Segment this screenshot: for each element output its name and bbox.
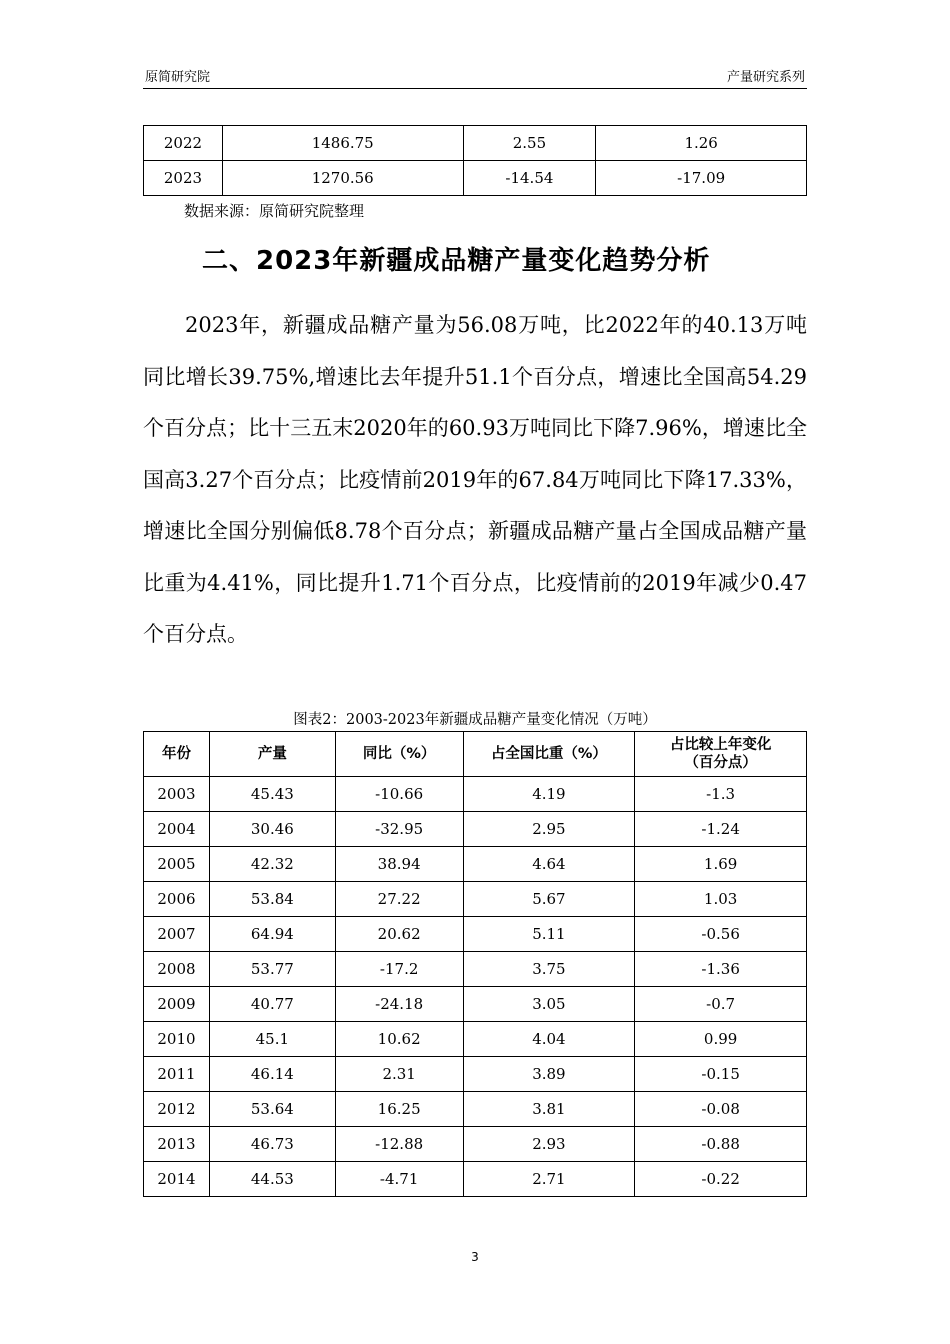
table-cell: -0.15 [635, 1057, 807, 1092]
table-cell: 46.73 [209, 1127, 335, 1162]
table-cell: 5.11 [463, 917, 635, 952]
table-cell: 5.67 [463, 882, 635, 917]
table-cell: 2008 [144, 952, 210, 987]
table-cell: 2013 [144, 1127, 210, 1162]
table-row [144, 161, 807, 196]
table-cell: 53.64 [209, 1092, 335, 1127]
table-cell: -17.09 [596, 161, 807, 196]
table-cell: -0.88 [635, 1127, 807, 1162]
table-row [144, 847, 807, 882]
table-cell: 2.71 [463, 1162, 635, 1197]
header-output: 产量 [209, 732, 335, 777]
table-row [144, 777, 807, 812]
table-cell: 45.43 [209, 777, 335, 812]
table-cell: -0.56 [635, 917, 807, 952]
production-table-body [144, 777, 807, 1197]
continued-data-table [143, 125, 807, 196]
table-row [144, 882, 807, 917]
table-cell: -1.36 [635, 952, 807, 987]
header-series-name: 产量研究系列 [726, 70, 805, 85]
table-cell: 2003 [144, 777, 210, 812]
table-cell: -0.7 [635, 987, 807, 1022]
table-row [144, 987, 807, 1022]
table-cell: 10.62 [335, 1022, 463, 1057]
source-note: 数据来源：原简研究院整理 [184, 202, 365, 220]
table-cell: 2023 [144, 161, 223, 196]
table-row [144, 1162, 807, 1197]
table-row [144, 1127, 807, 1162]
table-cell: 3.75 [463, 952, 635, 987]
header-year: 年份 [144, 732, 210, 777]
table-cell: 2.31 [335, 1057, 463, 1092]
table-cell: -12.88 [335, 1127, 463, 1162]
table-row [144, 1092, 807, 1127]
table-cell: -32.95 [335, 812, 463, 847]
table-cell: 4.64 [463, 847, 635, 882]
table-cell: 2005 [144, 847, 210, 882]
table-row [144, 952, 807, 987]
table-cell: 4.19 [463, 777, 635, 812]
table-row [144, 812, 807, 847]
table-cell: 20.62 [335, 917, 463, 952]
table-cell: -1.3 [635, 777, 807, 812]
table-cell: -1.24 [635, 812, 807, 847]
table-cell: 2014 [144, 1162, 210, 1197]
table-cell: 1.69 [635, 847, 807, 882]
table-cell: 3.89 [463, 1057, 635, 1092]
production-table [143, 731, 807, 1197]
table-cell: -0.22 [635, 1162, 807, 1197]
table-cell: 0.99 [635, 1022, 807, 1057]
table-cell: 53.77 [209, 952, 335, 987]
table-cell: 38.94 [335, 847, 463, 882]
table-cell: 30.46 [209, 812, 335, 847]
page-number: 3 [471, 1250, 479, 1264]
table-cell: 1270.56 [222, 161, 463, 196]
header-share-change [635, 732, 807, 777]
table-cell: 42.32 [209, 847, 335, 882]
table-cell: 2006 [144, 882, 210, 917]
table-cell: 3.05 [463, 987, 635, 1022]
header-share-change-line2: （百分点） [684, 755, 757, 771]
table-cell: -17.2 [335, 952, 463, 987]
table-cell: 4.04 [463, 1022, 635, 1057]
table-cell: 40.77 [209, 987, 335, 1022]
table-cell: -4.71 [335, 1162, 463, 1197]
table-cell: 53.84 [209, 882, 335, 917]
table-caption: 图表2：2003-2023年新疆成品糖产量变化情况（万吨） [293, 712, 657, 728]
header-divider [143, 88, 807, 89]
section-heading: 二、2023年新疆成品糖产量变化趋势分析 [202, 246, 711, 276]
table-cell: 1.03 [635, 882, 807, 917]
header-org-name: 原简研究院 [145, 70, 211, 85]
analysis-paragraph [143, 300, 807, 661]
table-cell: 2.95 [463, 812, 635, 847]
table-cell: 2009 [144, 987, 210, 1022]
table-cell: 16.25 [335, 1092, 463, 1127]
header-yoy: 同比（%） [335, 732, 463, 777]
table-row [144, 126, 807, 161]
table-cell: 2010 [144, 1022, 210, 1057]
table-cell: -10.66 [335, 777, 463, 812]
table-row [144, 1022, 807, 1057]
table-cell: -0.08 [635, 1092, 807, 1127]
table-cell: -14.54 [463, 161, 596, 196]
table-cell: 2007 [144, 917, 210, 952]
table-header-row [144, 732, 807, 777]
table-cell: 2.55 [463, 126, 596, 161]
table-cell: 2012 [144, 1092, 210, 1127]
table-cell: 3.81 [463, 1092, 635, 1127]
table-cell: 27.22 [335, 882, 463, 917]
continued-table-body [144, 126, 807, 196]
table-row [144, 917, 807, 952]
table-cell: 2022 [144, 126, 223, 161]
table-cell: 2.93 [463, 1127, 635, 1162]
table-cell: 1.26 [596, 126, 807, 161]
table-cell: 2004 [144, 812, 210, 847]
table-cell: 44.53 [209, 1162, 335, 1197]
table-cell: 45.1 [209, 1022, 335, 1057]
header-national-share: 占全国比重（%） [463, 732, 635, 777]
paragraph-text: 2023年，新疆成品糖产量为56.08万吨，比2022年的40.13万吨同比增长39.75%,增速比去年提升51.1个百分点，增速比全国高54.29个百分点；比十三五末2020年的60.93万吨同比下降7.96%，增速比全国高3.27个百分点；比疫情前2019年的67.84万吨同比下降17.33%，增速比全国分别偏低8.78个百分点；新疆成品糖产量占全国成品糖产量比重为4.41%，同比提升1.71个百分点，比疫情前的2019年减少0.47个百分点。 [143, 313, 807, 646]
table-cell: 64.94 [209, 917, 335, 952]
table-cell: 1486.75 [222, 126, 463, 161]
table-cell: 46.14 [209, 1057, 335, 1092]
table-cell: -24.18 [335, 987, 463, 1022]
header-share-change-line1: 占比较上年变化 [669, 737, 772, 753]
table-row [144, 1057, 807, 1092]
table-cell: 2011 [144, 1057, 210, 1092]
